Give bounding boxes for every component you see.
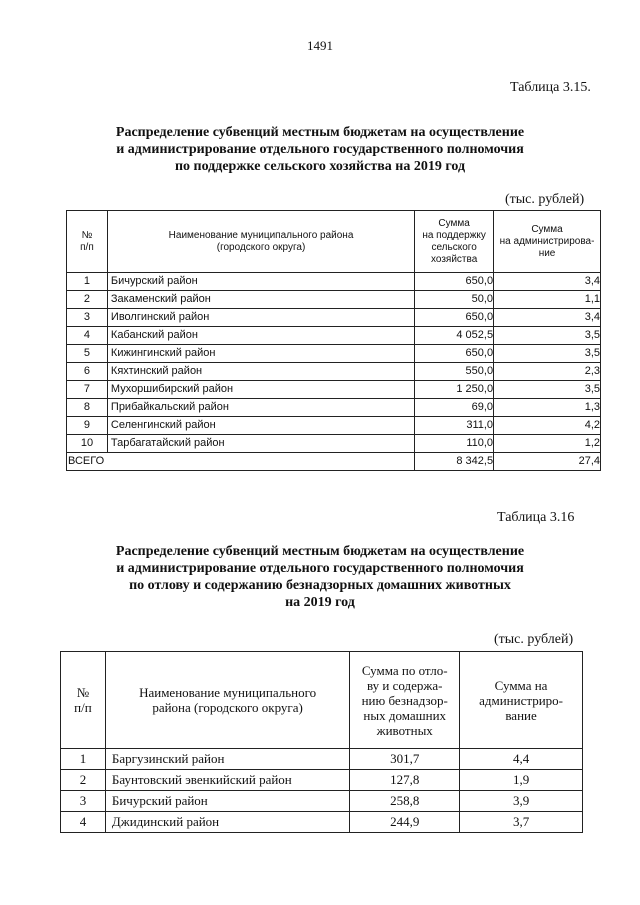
table-total-row — [67, 453, 601, 471]
row-num: 1 — [61, 749, 106, 770]
table-row — [67, 309, 601, 327]
row-sum-support: 50,0 — [415, 291, 494, 309]
row-num: 3 — [61, 791, 106, 812]
row-num: 4 — [61, 812, 106, 833]
header-sum-admin: Сумма на администрирова- ние — [494, 211, 601, 273]
row-sum-capture: 244,9 — [350, 812, 460, 833]
row-sum-admin: 3,5 — [494, 327, 601, 345]
subsidy-table-animals — [60, 651, 583, 833]
page-number: 1491 — [307, 38, 333, 53]
row-sum-support: 69,0 — [415, 399, 494, 417]
table-1-units: (тыс. рублей) — [505, 192, 585, 207]
row-district-name: Джидинский район — [105, 812, 349, 833]
row-sum-support: 1 250,0 — [415, 381, 494, 399]
row-district-name: Закаменский район — [107, 291, 414, 309]
header-num: № п/п — [67, 211, 108, 273]
row-district-name: Прибайкальский район — [107, 399, 414, 417]
row-num: 4 — [67, 327, 108, 345]
row-num: 3 — [67, 309, 108, 327]
row-district-name: Бичурский район — [107, 273, 414, 291]
row-sum-capture: 258,8 — [350, 791, 460, 812]
row-district-name: Кяхтинский район — [107, 363, 414, 381]
row-sum-support: 650,0 — [415, 345, 494, 363]
table-row — [67, 273, 601, 291]
total-support: 8 342,5 — [415, 453, 494, 471]
subsidy-table-agriculture — [66, 210, 601, 471]
row-sum-admin: 3,7 — [460, 812, 583, 833]
row-sum-admin: 4,4 — [460, 749, 583, 770]
row-sum-admin: 3,5 — [494, 345, 601, 363]
row-num: 8 — [67, 399, 108, 417]
table-1-title — [60, 124, 580, 175]
table-2-title-line: Распределение субвенций местным бюджетам на осуществление — [115, 544, 525, 559]
row-sum-admin: 1,2 — [494, 435, 601, 453]
row-sum-admin: 1,3 — [494, 399, 601, 417]
row-sum-admin: 3,5 — [494, 381, 601, 399]
row-sum-admin: 3,9 — [460, 791, 583, 812]
row-num: 10 — [67, 435, 108, 453]
row-district-name: Селенгинский район — [107, 417, 414, 435]
table-2-units: (тыс. рублей) — [494, 632, 574, 647]
header-district-name: Наименование муниципального района (городского округа) — [105, 652, 349, 749]
table-2-label: Таблица 3.16 — [497, 510, 575, 525]
table-row — [61, 749, 583, 770]
table-1-title-line: по поддержке сельского хозяйства на 2019 год — [174, 159, 466, 174]
table-row — [61, 770, 583, 791]
row-sum-admin: 4,2 — [494, 417, 601, 435]
table-row — [67, 399, 601, 417]
table-row — [61, 812, 583, 833]
table-2-title — [60, 543, 580, 611]
row-sum-support: 550,0 — [415, 363, 494, 381]
header-district-name: Наименование муниципального района (городского округа) — [107, 211, 414, 273]
row-district-name: Иволгинский район — [107, 309, 414, 327]
table-row — [61, 791, 583, 812]
row-num: 9 — [67, 417, 108, 435]
table-row — [67, 345, 601, 363]
table-2-title-line: и администрирование отдельного государственного полномочия — [116, 561, 524, 576]
row-district-name: Кабанский район — [107, 327, 414, 345]
table-header-row — [67, 211, 601, 273]
header-sum-admin: Сумма на администриро- вание — [460, 652, 583, 749]
table-row — [67, 327, 601, 345]
row-sum-admin: 1,9 — [460, 770, 583, 791]
total-admin: 27,4 — [494, 453, 601, 471]
table-row — [67, 435, 601, 453]
row-district-name: Мухоршибирский район — [107, 381, 414, 399]
row-district-name: Кижингинский район — [107, 345, 414, 363]
row-sum-capture: 301,7 — [350, 749, 460, 770]
row-district-name: Бичурский район — [105, 791, 349, 812]
row-sum-admin: 1,1 — [494, 291, 601, 309]
row-num: 7 — [67, 381, 108, 399]
row-sum-support: 311,0 — [415, 417, 494, 435]
table-2-title-line: по отлову и содержанию безнадзорных домашних животных — [129, 578, 511, 593]
header-sum-support: Сумма на поддержку сельского хозяйства — [415, 211, 494, 273]
row-num: 2 — [61, 770, 106, 791]
row-sum-capture: 127,8 — [350, 770, 460, 791]
row-sum-support: 650,0 — [415, 273, 494, 291]
table-row — [67, 363, 601, 381]
header-num: № п/п — [61, 652, 106, 749]
row-sum-admin: 3,4 — [494, 273, 601, 291]
table-1-title-line: Распределение субвенций местным бюджетам на осуществление — [115, 125, 525, 140]
row-num: 6 — [67, 363, 108, 381]
row-num: 5 — [67, 345, 108, 363]
table-1-label: Таблица 3.15. — [510, 80, 591, 95]
table-1-title-line: и администрирование отдельного государственного полномочия — [116, 142, 524, 157]
row-district-name: Баргузинский район — [105, 749, 349, 770]
table-2-title-line: на 2019 год — [285, 595, 355, 610]
table-header-row — [61, 652, 583, 749]
row-num: 1 — [67, 273, 108, 291]
header-sum-capture: Сумма по отло- ву и содержа- нию безнадзор- ных домашних животных — [350, 652, 460, 749]
row-district-name: Баунтовский эвенкийский район — [105, 770, 349, 791]
row-sum-support: 650,0 — [415, 309, 494, 327]
table-row — [67, 291, 601, 309]
row-sum-support: 4 052,5 — [415, 327, 494, 345]
row-sum-support: 110,0 — [415, 435, 494, 453]
row-sum-admin: 3,4 — [494, 309, 601, 327]
total-label: ВСЕГО — [67, 453, 415, 471]
row-district-name: Тарбагатайский район — [107, 435, 414, 453]
table-row — [67, 417, 601, 435]
row-num: 2 — [67, 291, 108, 309]
table-row — [67, 381, 601, 399]
row-sum-admin: 2,3 — [494, 363, 601, 381]
